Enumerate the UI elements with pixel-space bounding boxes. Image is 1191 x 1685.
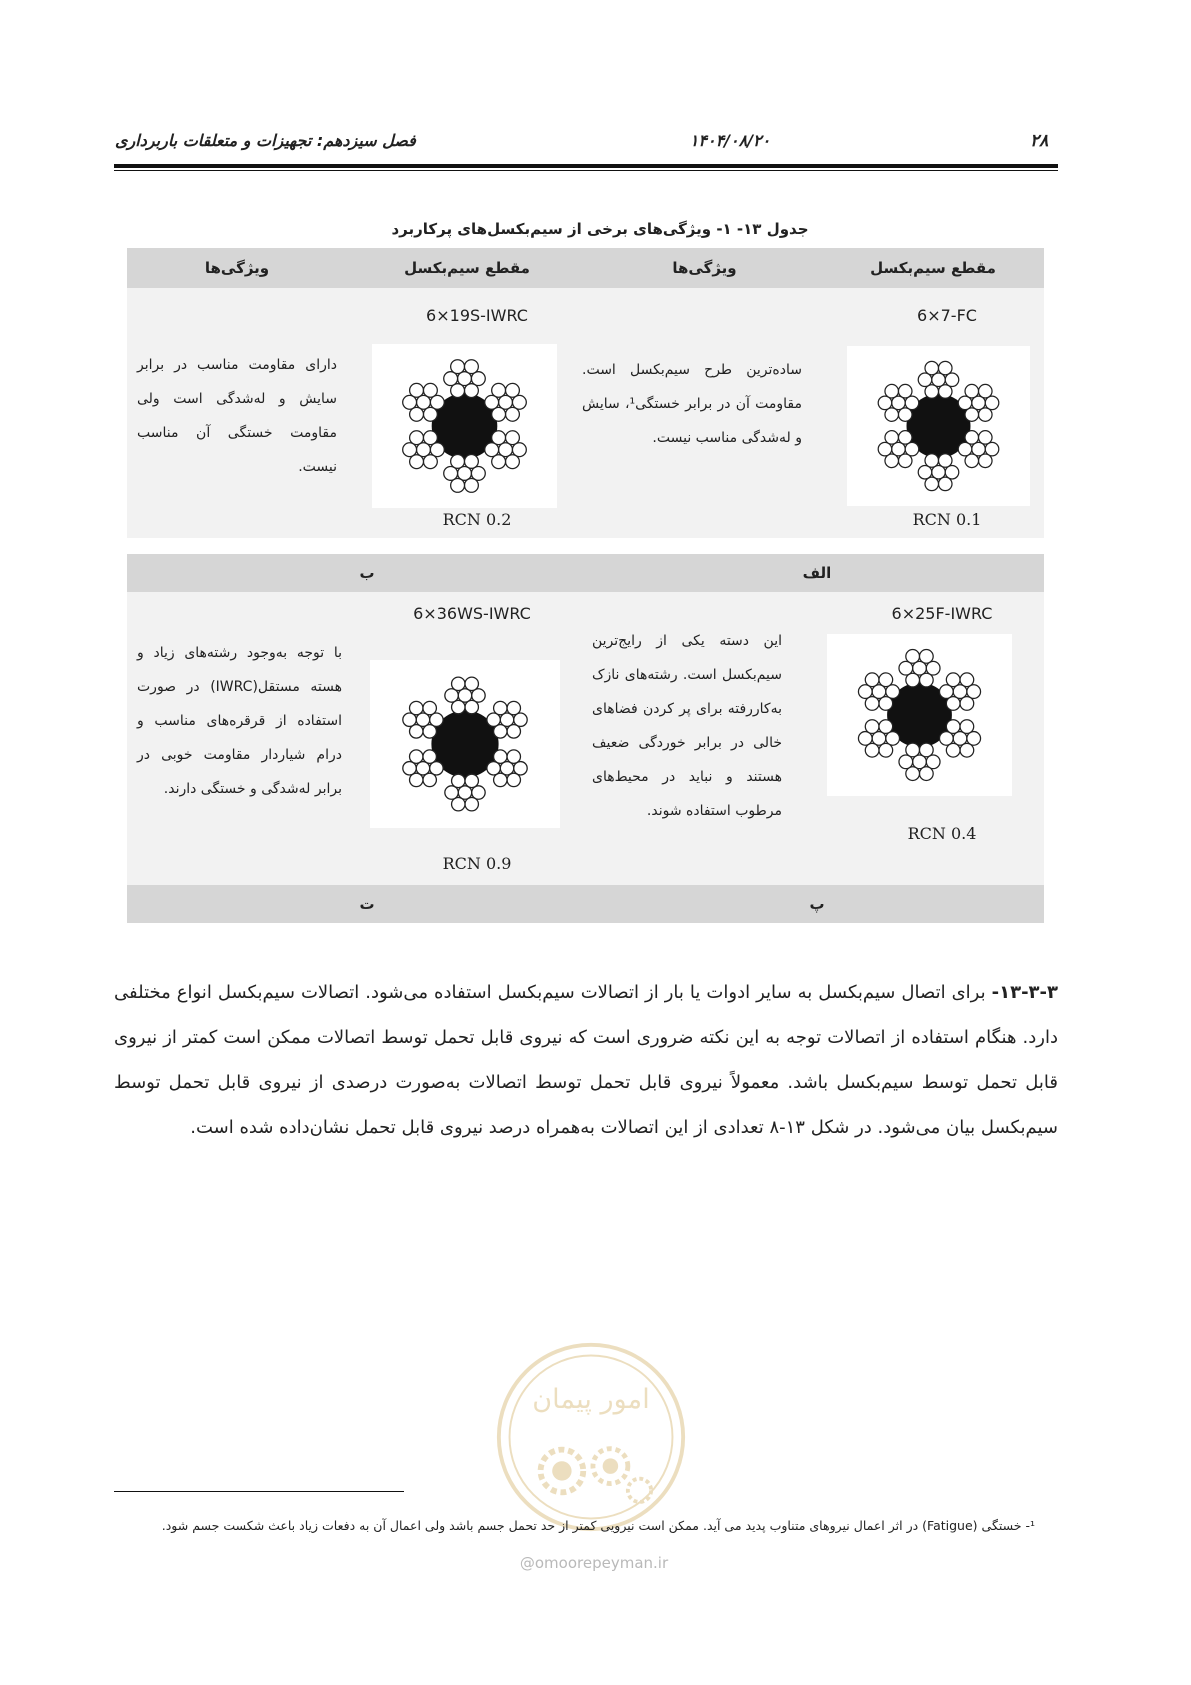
watermark-url: @omoorepeyman.ir [519, 1554, 669, 1572]
rope-cross-section-image [847, 346, 1030, 506]
rope-code: 6×19S-IWRC [426, 306, 528, 325]
table-row [127, 592, 1044, 885]
footnote: ¹- خستگی (Fatigue) در اثر اعمال نیروهای متناوب پدید می آید. ممکن است نیرویی کمتر از حد تحمل جسم باشد ولی اعمال آن به دفعات زیاد باعث شکست جسم شود. [161, 1518, 1035, 1533]
rope-rcn: RCN 0.2 [442, 510, 512, 529]
header-section-left: مقطع سیم‌بکسل [404, 259, 530, 277]
table-header-row [127, 248, 1044, 288]
chapter-title: فصل سیزدهم: تجهیزات و متعلقات باربرداری [115, 131, 416, 150]
rope-description: ساده‌ترین طرح سیم‌بکسل است. مقاومت آن در برابر خستگی¹، سایش و له‌شدگی مناسب نیست. [582, 362, 802, 446]
rope-description: این دسته یکی از رایج‌ترین سیم‌بکسل است. رشته‌های نازک به‌کاررفته برای پر کردن فضاهای خالی در برابر خوردگی ضعیف هستند و نباید در محیط‌های مرطوب استفاده شوند. [592, 633, 782, 819]
wire-rope-table [127, 248, 1044, 923]
cell-label: ت [359, 895, 375, 913]
header-rule-thick [114, 164, 1058, 168]
section-number: ۱۳-۳-۳- [991, 982, 1058, 1003]
rope-description: با توجه به‌وجود رشته‌های زیاد و هسته مستقل(IWRC) در صورت استفاده از قرقره‌های مناسب و درام شیاردار مقاومت خوبی در برابر له‌شدگی و خستگی دارند. [137, 645, 342, 797]
rope-code: 6×25F-IWRC [891, 604, 993, 623]
header-features-right: ویژگی‌ها [672, 259, 737, 277]
rope-cross-section-image [827, 634, 1012, 796]
rope-rcn: RCN 0.9 [442, 854, 512, 873]
table-caption: جدول ۱۳- ۱- ویژگی‌های برخی از سیم‌بکسل‌های پرکاربرد [391, 220, 809, 238]
page-number: ۲۸ [1030, 131, 1049, 151]
table-label-row [127, 885, 1044, 923]
rope-code: 6×36WS-IWRC [413, 604, 531, 623]
paragraph-text: برای اتصال سیم‌بکسل به سایر ادوات یا بار از اتصالات سیم‌بکسل استفاده می‌شود. اتصالات سیم‌بکسل انواع مختلفی دارد. هنگام استفاده از اتصالات توجه به این نکته ضروری است که نیروی قابل تحمل توسط اتصالات ممکن است کمتر از نیروی قابل تحمل توسط سیم‌بکسل باشد. معمولاً نیروی قابل تحمل توسط اتصالات به‌صورت درصدی از نیروی قابل تحمل توسط سیم‌بکسل بیان می‌شود. در شکل ۱۳-۸ تعدادی از این اتصالات به‌همراه درصد نیروی قابل تحمل نشان‌داده شده است. [114, 982, 1058, 1138]
header-date: ۱۴۰۴/۰۸/۲۰ [689, 131, 771, 150]
footnote-rule [114, 1491, 404, 1492]
rope-description: دارای مقاومت مناسب در برابر سایش و له‌شدگی است ولی مقاومت خستگی آن مناسب نیست. [137, 357, 337, 475]
rope-rcn: RCN 0.4 [907, 824, 977, 843]
header-features-left: ویژگی‌ها [204, 259, 270, 277]
rope-code: 6×7-FC [917, 306, 977, 325]
cell-label: ب [359, 564, 375, 582]
header-section-right: مقطع سیم‌بکسل [870, 259, 996, 277]
rope-cross-section-image [372, 344, 557, 508]
cell-label: پ [809, 895, 825, 913]
rope-cross-section-image [370, 660, 560, 828]
watermark-logo [494, 1340, 688, 1534]
body-paragraph [114, 970, 1058, 1150]
header-rule-thin [114, 170, 1058, 171]
table-label-row [127, 554, 1044, 592]
watermark-logo-text: امور پیمان [532, 1383, 650, 1415]
cell-label: الف [802, 564, 832, 582]
table-row [127, 288, 1044, 538]
rope-rcn: RCN 0.1 [912, 510, 982, 529]
